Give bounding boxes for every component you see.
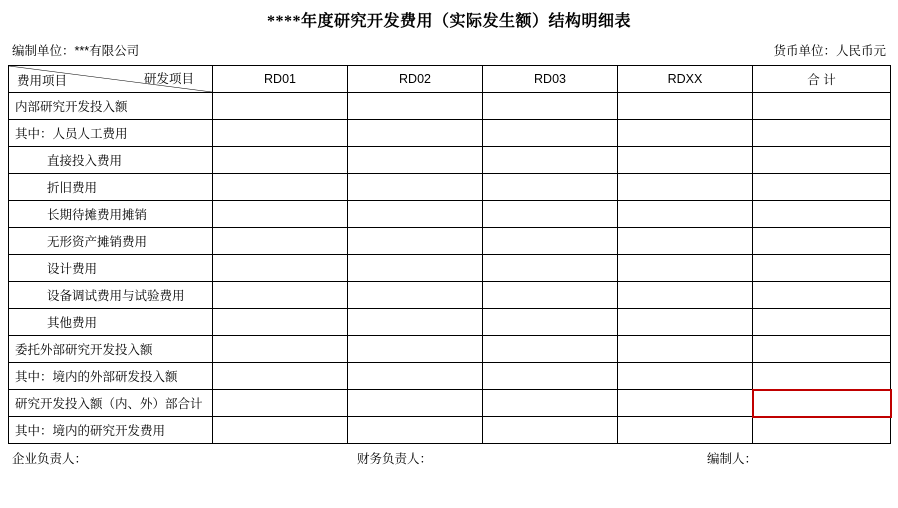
table-row (9, 336, 891, 363)
cell-rdxx[interactable] (618, 201, 753, 228)
table-header-row (9, 66, 891, 93)
cell-rdxx[interactable] (618, 282, 753, 309)
cell-rd02[interactable] (348, 417, 483, 444)
cell-rd01[interactable] (213, 417, 348, 444)
cell-rd01[interactable] (213, 255, 348, 282)
cell-total[interactable] (753, 282, 891, 309)
cell-rd03[interactable] (483, 201, 618, 228)
prepared-by-value: ***有限公司 (74, 44, 140, 58)
row-label: 研究开发投入额（内、外）部合计 (9, 390, 213, 417)
cell-rd03[interactable] (483, 228, 618, 255)
cell-rdxx[interactable] (618, 336, 753, 363)
cell-rd03[interactable] (483, 336, 618, 363)
cell-rd01[interactable] (213, 174, 348, 201)
cell-total[interactable] (753, 174, 891, 201)
cell-total[interactable] (753, 93, 891, 120)
cell-total[interactable] (753, 363, 891, 390)
cell-rd02[interactable] (348, 120, 483, 147)
row-label: 设计费用 (9, 255, 213, 282)
table-body (9, 93, 891, 444)
cell-rd03[interactable] (483, 174, 618, 201)
cell-total-highlighted[interactable] (753, 390, 891, 417)
rd-expense-table (8, 65, 892, 444)
document-page (0, 8, 898, 508)
cell-rd03[interactable] (483, 255, 618, 282)
cell-rd01[interactable] (213, 309, 348, 336)
table-row (9, 363, 891, 390)
signature-row (8, 449, 890, 467)
row-label: 委托外部研究开发投入额 (9, 336, 213, 363)
cell-rd01[interactable] (213, 93, 348, 120)
table-row (9, 228, 891, 255)
cell-rd01[interactable] (213, 120, 348, 147)
currency-label: 货币单位： (773, 44, 836, 58)
cell-rd02[interactable] (348, 255, 483, 282)
table-row (9, 417, 891, 444)
table-row (9, 120, 891, 147)
prepared-by-label: 编制单位： (12, 44, 75, 58)
cell-total[interactable] (753, 147, 891, 174)
cell-rd03[interactable] (483, 363, 618, 390)
prepared-by (12, 41, 139, 59)
cell-rd02[interactable] (348, 174, 483, 201)
cell-rd01[interactable] (213, 390, 348, 417)
row-label: 无形资产摊销费用 (9, 228, 213, 255)
cell-rd02[interactable] (348, 201, 483, 228)
cell-rd02[interactable] (348, 390, 483, 417)
row-label: 设备调试费用与试验费用 (9, 282, 213, 309)
table-row (9, 390, 891, 417)
row-label: 长期待摊费用摊销 (9, 201, 213, 228)
cell-rd03[interactable] (483, 120, 618, 147)
cell-rd03[interactable] (483, 147, 618, 174)
cell-total[interactable] (753, 336, 891, 363)
cell-total[interactable] (753, 417, 891, 444)
cell-rdxx[interactable] (618, 417, 753, 444)
column-header-total: 合 计 (753, 66, 891, 93)
cell-rd01[interactable] (213, 201, 348, 228)
cell-rd02[interactable] (348, 147, 483, 174)
cell-total[interactable] (753, 120, 891, 147)
cell-rd03[interactable] (483, 309, 618, 336)
finance-signature-label: 财务负责人： (357, 452, 433, 466)
cell-rd02[interactable] (348, 336, 483, 363)
table-row (9, 147, 891, 174)
cell-rd01[interactable] (213, 336, 348, 363)
row-label: 其中：境内的外部研发投入额 (9, 363, 213, 390)
cell-rd01[interactable] (213, 363, 348, 390)
cell-rd01[interactable] (213, 228, 348, 255)
row-label: 折旧费用 (9, 174, 213, 201)
cell-total[interactable] (753, 228, 891, 255)
cell-total[interactable] (753, 201, 891, 228)
cell-rdxx[interactable] (618, 93, 753, 120)
table-row (9, 282, 891, 309)
row-label: 其他费用 (9, 309, 213, 336)
column-header-rd02: RD02 (348, 66, 483, 93)
column-header-rdxx: RDXX (618, 66, 753, 93)
row-label: 其中：人员人工费用 (9, 120, 213, 147)
cell-rd03[interactable] (483, 417, 618, 444)
corner-header-cell (9, 66, 213, 93)
cell-rd02[interactable] (348, 228, 483, 255)
table-header (9, 66, 891, 93)
corner-bottom-label: 费用项目 (17, 74, 68, 88)
cell-rd02[interactable] (348, 93, 483, 120)
cell-rdxx[interactable] (618, 363, 753, 390)
table-row (9, 174, 891, 201)
page-title: ****年度研究开发费用（实际发生额）结构明细表 (266, 13, 631, 30)
cell-rdxx[interactable] (618, 390, 753, 417)
cell-rdxx[interactable] (618, 228, 753, 255)
currency-unit (773, 41, 886, 59)
cell-rd02[interactable] (348, 309, 483, 336)
cell-rd01[interactable] (213, 147, 348, 174)
cell-total[interactable] (753, 255, 891, 282)
cell-rd03[interactable] (483, 282, 618, 309)
cell-rd02[interactable] (348, 282, 483, 309)
table-row (9, 309, 891, 336)
cell-total[interactable] (753, 309, 891, 336)
cell-rdxx[interactable] (618, 147, 753, 174)
cell-rd03[interactable] (483, 93, 618, 120)
cell-rdxx[interactable] (618, 309, 753, 336)
corner-top-label: 研发项目 (143, 72, 194, 86)
cell-rd02[interactable] (348, 363, 483, 390)
table-row (9, 255, 891, 282)
row-label: 内部研究开发投入额 (9, 93, 213, 120)
row-label: 直接投入费用 (9, 147, 213, 174)
cell-rdxx[interactable] (618, 174, 753, 201)
table-row (9, 201, 891, 228)
cell-rdxx[interactable] (618, 255, 753, 282)
column-header-rd01: RD01 (213, 66, 348, 93)
cell-rdxx[interactable] (618, 120, 753, 147)
preparer-signature-label: 编制人： (707, 452, 758, 466)
currency-value: 人民币元 (835, 44, 886, 58)
column-header-rd03: RD03 (483, 66, 618, 93)
document-meta (12, 41, 886, 59)
row-label: 其中：境内的研究开发费用 (9, 417, 213, 444)
cell-rd03[interactable] (483, 390, 618, 417)
manager-signature-label: 企业负责人： (12, 452, 88, 466)
table-row (9, 93, 891, 120)
cell-rd01[interactable] (213, 282, 348, 309)
